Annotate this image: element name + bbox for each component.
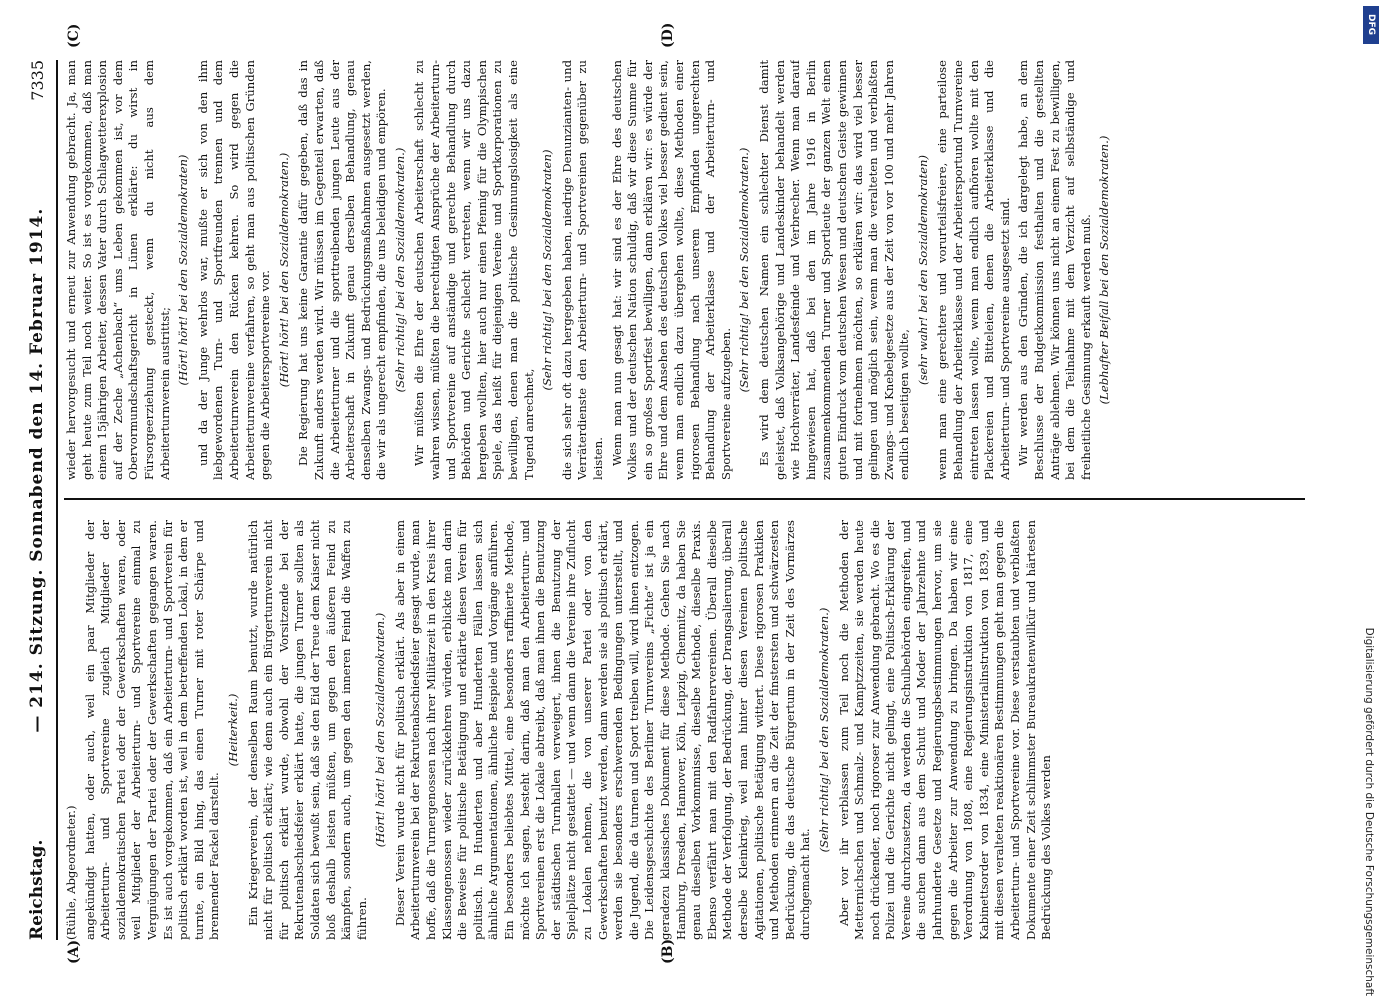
paragraph: Wir müßten die Ehre der deutschen Arbeiterschaft schlecht zu wahren wissen, müßten die berechtigten Ansprüche der Arbeiterturn- und Sportvereine auf anständige und gerechte Behandlung durch Behörden und Gerichte schlecht vertreten, wenn wir uns dazu hergeben wollten, hier auch nur einen Pfennig für die Olympischen Spiele, das heißt für diejenigen Vereine und Sportkorporationen zu bewilligen, denen man die politische Gesinnungslosigkeit als eine Tugend anrechnet, [412,60,536,480]
paragraph: die sich sehr oft dazu hergegeben haben, niedrige Denunzianten- und Verräterdienste den Arbeiterturn- und Sportvereinen gegenüber zu leisten. [559,60,605,480]
interjection: (Lebhafter Beifall bei den Sozialdemokraten.) [1097,135,1112,405]
digitization-credit [1363,6,1379,996]
right-column [64,60,1305,480]
header-left: Reichstag. [27,839,47,940]
interjection: (Sehr richtig! bei den Sozialdemokraten.) [816,607,831,853]
margin-marker-b: (B) [660,938,676,964]
page-number: 7335 [27,60,47,101]
dfg-logo: DFG [1363,6,1379,44]
speaker-note: (Rühle, Abgeordneter.) [64,805,78,940]
paragraph: Die Regierung hat uns keine Garantie dafür gegeben, daß das in Zukunft anders werden wird. Wir müssen im Gegenteil erwarten, daß die Arbeiterturner und die sporttreibenden jungen Leute aus der Arbeiterschaft in Zukunft genau derselben Behandlung, genau denselben Zwangs- und Bedrückungsmaßnahmen ausgesetzt werden, die wir als ungerecht empfinden, die uns beleidigen und empören. [296,60,389,480]
paragraph: Wenn man nun gesagt hat: wir sind es der Ehre des deutschen Volkes und der deutschen Nation schuldig, daß wir diese Summe für ein so großes Sportfest bewilligen, dann erklären wir: es würde der Ehre und dem Ansehen des deutschen Volkes viel besser gedient sein, wenn man endlich dazu übergehen wollte, diese Methoden einer rigorosen Behandlung nach unserem Empfinden ungerechten Behandlung der Arbeiterklasse und der Arbeiterturn- und Sportvereine aufzugeben. [609,60,733,480]
interjection: (Sehr richtig! bei den Sozialdemokraten.) [737,147,752,393]
interjection: (Hört! hört! bei den Sozialdemokraten.) [373,612,388,848]
paragraph: Wir werden aus den Gründen, die ich dargelegt habe, an dem Beschlusse der Budgetkommission festhalten und die gestellten Anträge ablehnen. Wir können uns nicht an einem Fest zu bewilligen, bei dem die Teilnahme mit dem Verzicht auf selbständige und freiheitliche Gesinnung erkauft werden muß. [1016,60,1093,480]
header-rule [56,60,58,940]
paragraph: angekündigt hatten, oder auch, weil ein paar Mitglieder der Arbeiterturn- und Sportvereine zugleich Mitglieder der sozialdemokratischen Partei oder der Gewerkschaften waren, oder weil Mitglieder der Arbeiterturn- und Sportvereine einmal zu Vergnügungen der Partei oder der Gewerkschaften gegangen waren. Es ist auch vorgekommen, daß ein Arbeiterturn- und Sportverein für politisch erklärt worden ist, weil in dem betreffenden Lokal, in dem er turnte, ein Bild hing, das einen Turner mit roter Schärpe und brennender Fackel darstellt. [82,520,222,940]
credit-text: Digitalisierung gefördert durch die Deutsche Forschungsgemeinschaft [1363,627,1375,996]
paragraph: Aber vor ihr verblassen zum Teil noch die Methoden der Metternichschen und Schmalz- und Kamptzzeiten, sie werden heute noch drückender, noch rigoroser zur Anwendung gebracht. Wo es die Polizei und die Gerichte nicht gelingt, eine Politisch-Erklärung der Vereine durchzusetzen, da werden die Schulbehörden eingreifen, und die suchen dann aus dem Schutt und Moder der Jahrzehnte und Jahrhunderte Gesetze und Regierungsbestimmungen hervor, um sie gegen die Arbeiter zur Anwendung zu bringen. Da haben wir eine Verordnung von 1808, eine Regierungsinstruktion von 1817, eine Kabinettsorder von 1834, eine Ministerialinstruktion von 1839, und mit diesen veralteten reaktionären Bestimmungen geht man gegen die Arbeiterturn- und Sportvereine vor. Diese verstaubten und verblaßten Dokumente einer Zeit schlimmster Bureaukratenwillkür und härtesten Bedrückung des Volkes werden [836,520,1054,940]
paragraph: Dieser Verein wurde nicht für politisch erklärt. Als aber in einem Arbeiterturnverein bei der Rekrutenabschiedsfeier gesagt wurde, man hoffe, daß die Turnergenossen nach ihrer Militärzeit in den Kreis ihrer Klassengenossen wieder zurückkehren würden, erblickte man darin die Beweise für politische Betätigung und erklärte diesen Verein für politisch. In Hunderten und aber Hunderten Fällen lassen sich ähnliche Argumentationen, ähnliche Beispiele und Vorgänge anführen. Ein besonders beliebtes Mittel, eine besonders raffinierte Methode, möchte ich sagen, besteht darin, daß man den Arbeiterturn- und Sportvereinen erst die Lokale abtreibt, daß man ihnen die Benutzung der städtischen Turnhallen verweigert, ihnen die Benutzung der Spielplätze nicht gestattet — und wenn dann die Vereine ihre Zuflucht zu Lokalen nehmen, die von unserer Partei oder von den Gewerkschaften benutzt werden, dann werden sie als politisch erklärt, werden sie besonders erschwerenden Bedingungen unterstellt, und die Jugend, die da turnen und Sport treiben will, wird ihnen entzogen. Die Leidensgeschichte des Berliner Turnvereins „Fichte“ ist ja ein geradezu klassisches Dokument für diese Methode. Gehen Sie nach Hamburg, Dresden, Hannover, Köln, Leipzig, Chemnitz, da haben Sie genau dieselben Vorkommnisse, dieselbe Methode, dieselbe Praxis. Ebenso verfährt man mit den Radfahrervereinen. Überall dieselbe Methode der Verfolgung, der Bedrückung, der Drangsalierung, überall derselbe Kleinkrieg, weil man hinter diesen Vereinen politische Agitationen, politische Betätigung wittert. Diese rigorosen Praktiken und Methoden erinnern an die Zeit der finstersten und schwärzesten Bedrückung, die das deutsche Bürgertum in der Zeit des Vormärzes durchgemacht hat. [392,520,813,940]
interjection: (Hört! hört! bei den Sozialdemokraten.) [276,152,291,388]
interjection: (Hört! hört! bei den Sozialdemokraten) [176,154,191,386]
paragraph: Es wird dem deutschen Namen ein schlechter Dienst damit geleistet, daß Volksangehörige und Landeskinder behandelt werden wie Hochverräter, Landesfeinde und Verbrecher. Wenn man darauf hingewiesen hat, daß bei den im Jahre 1916 in Berlin zusammenkommenden Turner und Sportleute der ganzen Welt einen guten Eindruck vom deutschen Wesen und deutschen Geiste gewinnen und mit fortnehmen möchten, so erklären wir: das wird viel besser gelingen und möglich sein, wenn man die veralteten und verblaßten Zwangs- und Knebelgesetze aus der Zeit von vor 100 und mehr Jahren endlich beseitigen wollte, [756,60,912,480]
column-divider [64,499,1305,501]
running-head [24,60,50,940]
interjection: (Heiterkeit.) [225,693,240,767]
header-title: — 214. Sitzung. Sonnabend den 14. Februar 1914. [27,207,47,733]
interjection: (Sehr richtig! bei den Sozialdemokraten) [540,149,555,391]
paragraph: wieder hervorgesucht und erneut zur Anwendung gebracht. Ja, man geht heute zum Teil noch weiter. So ist es vorgekommen, daß man einem 15jährigen Arbeiter, dessen Vater durch Schlagwetterexplosion auf der Zeche „Achenbach“ ums Leben gekommen ist, vor dem Obervormundschaftsgericht in Lünen erklärte: du wirst in Fürsorgeerziehung gesteckt, wenn du nicht aus dem Arbeiterturnverein austrittst; [64,60,172,480]
interjection: (sehr wahr! bei den Sozialdemokraten) [915,155,930,385]
paragraph: Ein Kriegerverein, der denselben Raum benutzt, wurde natürlich nicht für politisch erklärt; wie denn auch ein Bürgerturnverein nicht für politisch erklärt wurde, obwohl der Vorsitzende bei der Rekrutenabschiedsfeier erklärt hatte, die jungen Turner sollten als Soldaten sich bewußt sein, daß sie den Eid der Treue dem Kaiser nicht bloß deshalb leisten müßten, um gegen den äußeren Feind zu kämpfen, sondern auch, um gegen den inneren Feind die Waffen zu führen. [245,520,369,940]
margin-marker-c: (C) [66,23,82,48]
paragraph: wenn man eine gerechtere und vorurteilsfreiere, eine parteilose Behandlung der Arbeiterklasse und der Arbeitersportund Turnvereine eintreten lassen wollte, wenn man endlich aufhören wollte mit den Plackereien und Bitteleien, denen die Arbeiterklasse und die Arbeiterturn- und Sportvereine ausgesetzt sind. [935,60,1012,480]
left-column [64,520,1305,940]
margin-marker-a: (A) [66,939,82,964]
margin-marker-d: (D) [660,22,676,48]
interjection: (Sehr richtig! bei den Sozialdemokraten.) [392,147,407,393]
paragraph: und da der Junge wehrlos war, mußte er sich von den ihm liebgewordenen Turn- und Sportfreunden trennen und dem Arbeiterturnverein den Rücken kehren. So wird gegen die Arbeiterturnvereine verfahren, so geht man aus politischen Gründen gegen die Arbeitersportvereine vor. [195,60,273,480]
